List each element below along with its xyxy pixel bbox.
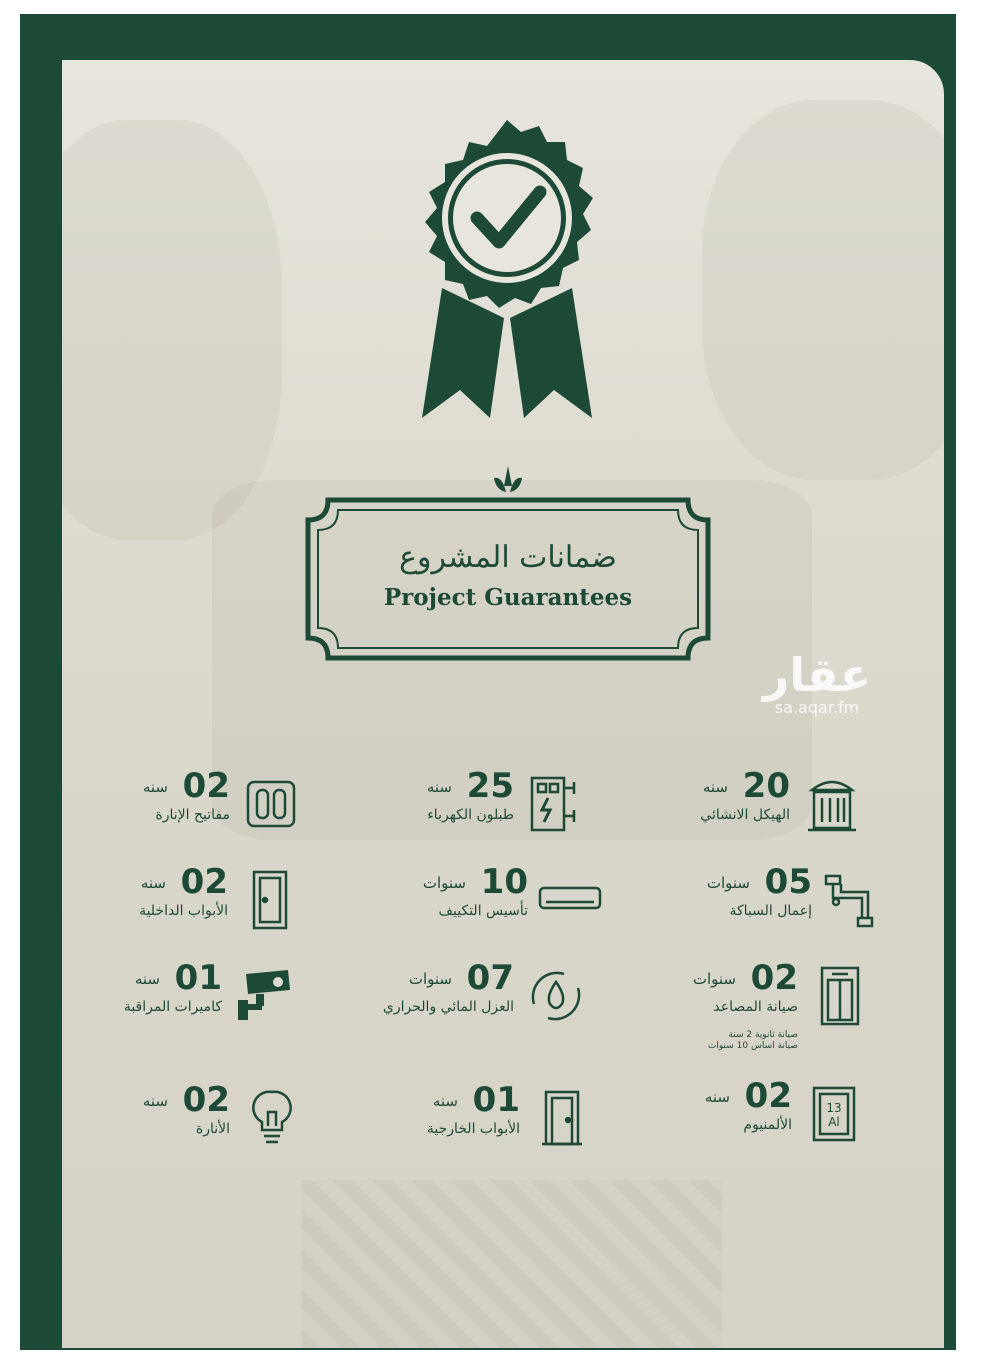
svg-text:13: 13 — [826, 1101, 842, 1115]
light-switch-icon — [240, 772, 304, 836]
watermark-name: عقار — [762, 648, 872, 702]
guarantee-years: 02 — [182, 766, 230, 806]
guarantee-structure — [594, 766, 864, 868]
guarantee-years: 02 — [180, 862, 228, 902]
guarantee-label: الأبواب الداخلية — [139, 903, 228, 919]
title-english: Project Guarantees — [383, 584, 633, 611]
guarantee-years: 20 — [742, 766, 790, 806]
elevator-icon — [808, 964, 872, 1028]
guarantee-cameras — [62, 958, 296, 1060]
guarantee-label: العزل المائي والحراري — [382, 999, 514, 1015]
guarantee-label: الهيكل الانشائي — [700, 807, 790, 823]
guarantee-label: الأبواب الخارجية — [426, 1121, 520, 1137]
watermark-url: sa.aqar.fm — [774, 698, 860, 717]
air-conditioner-icon — [538, 868, 602, 932]
guarantee-label: إعمال السباكة — [729, 903, 812, 919]
guarantee-unit: سنه — [142, 1092, 168, 1110]
rosette-check-icon — [402, 118, 612, 438]
guarantee-years: 02 — [182, 1080, 230, 1120]
guarantee-label: كاميرات المراقبة — [123, 999, 222, 1015]
guarantee-note: صيانة ثانوية 2 سنة صيانة اساس 10 سنوات — [707, 1030, 798, 1051]
guarantee-years: 25 — [466, 766, 514, 806]
guarantee-label: الألمنيوم — [743, 1117, 792, 1133]
guarantee-unit: سنه — [432, 1092, 458, 1110]
guarantee-aluminum — [596, 1076, 866, 1178]
interior-door-icon — [238, 868, 302, 932]
guarantee-unit: سنوات — [408, 970, 452, 988]
guarantee-years: 01 — [472, 1080, 520, 1120]
guarantee-unit: سنه — [142, 778, 168, 796]
guarantee-unit: سنه — [140, 874, 166, 892]
guarantee-unit: سنوات — [422, 874, 466, 892]
poster — [62, 60, 944, 1348]
bg-tiled-steps — [302, 1180, 722, 1348]
electrical-panel-icon — [524, 772, 588, 836]
guarantee-years: 02 — [744, 1076, 792, 1116]
guarantee-years: 10 — [480, 862, 528, 902]
guarantee-label: تأسيس التكييف — [438, 903, 528, 919]
security-camera-icon — [232, 964, 296, 1028]
guarantee-unit: سنه — [704, 1088, 730, 1106]
guarantee-light-switches — [62, 766, 304, 868]
ornament-frame — [298, 464, 718, 694]
aluminum-icon — [802, 1082, 866, 1146]
aqar-watermark — [727, 648, 907, 717]
guarantee-lighting — [62, 1080, 304, 1182]
guarantee-unit: سنه — [134, 970, 160, 988]
plumbing-pipe-icon — [822, 868, 886, 932]
guarantee-label: مفاتيح الإنارة — [155, 807, 230, 823]
bg-tree-right — [702, 100, 944, 480]
guarantee-unit: سنوات — [692, 970, 736, 988]
water-heat-insulation-icon — [524, 964, 588, 1028]
guarantee-label: الأنارة — [195, 1121, 230, 1137]
guarantee-years: 01 — [174, 958, 222, 998]
title-cartouche — [298, 464, 718, 694]
guarantee-plumbing — [616, 862, 886, 964]
title-arabic: ضمانات المشروع — [399, 540, 617, 575]
guarantee-label: طبلون الكهرباء — [427, 807, 514, 823]
guarantee-years: 07 — [466, 958, 514, 998]
light-bulb-icon — [240, 1086, 304, 1150]
guarantee-air-conditioning — [332, 862, 602, 964]
guarantee-elevators — [602, 958, 872, 1060]
bg-tree-left — [62, 120, 282, 540]
poster-frame — [20, 14, 956, 1350]
guarantee-insulation — [318, 958, 588, 1060]
guarantee-unit: سنه — [702, 778, 728, 796]
exterior-door-icon — [530, 1086, 594, 1150]
guarantee-years: 05 — [764, 862, 812, 902]
guarantee-label: صيانة المصاعد — [713, 999, 798, 1015]
guarantee-unit: سنوات — [706, 874, 750, 892]
guarantee-electrical-panel — [318, 766, 588, 868]
guarantee-interior-doors — [62, 862, 302, 964]
guarantee-exterior-doors — [324, 1080, 594, 1182]
building-structure-icon — [800, 772, 864, 836]
svg-text:Al: Al — [828, 1115, 840, 1129]
guarantee-unit: سنه — [426, 778, 452, 796]
guarantee-years: 02 — [750, 958, 798, 998]
